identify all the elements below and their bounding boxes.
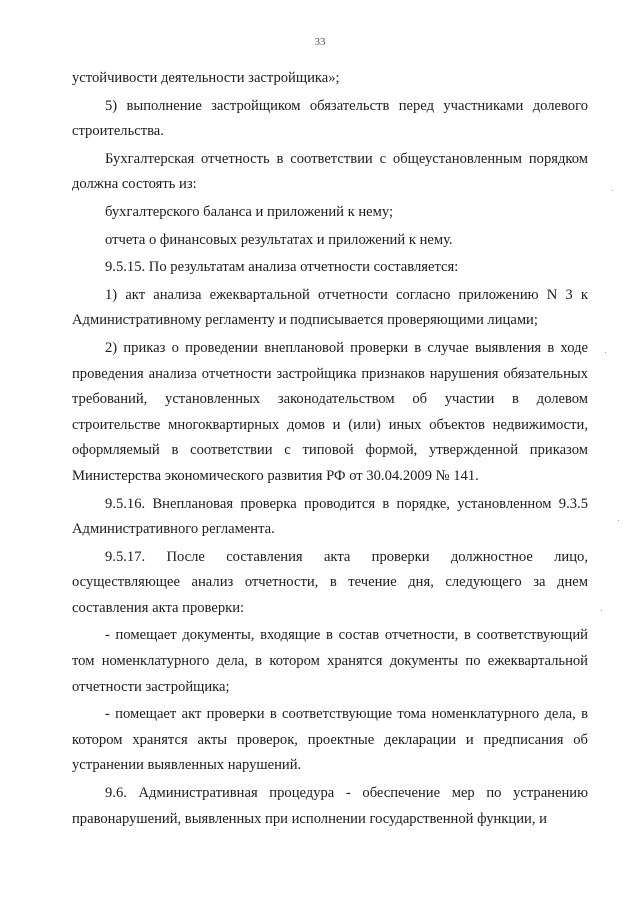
paragraph-accounting-statements: Бухгалтерская отчетность в соответствии с общеустановленным порядком должна состоять из: [72, 150, 588, 193]
paragraph-places-act: - помещает акт проверки в соответствующие тома номенклатурного дела, в котором хранятся акты проверок, проектные декларации и предписания об устранении выявленных нарушений. [72, 706, 588, 774]
scan-speckle [601, 610, 602, 611]
paragraph-9-6: 9.6. Административная процедура - обеспечение мер по устранению правонарушений, выявленных при исполнении государственной функции, и [72, 785, 588, 827]
paragraph-financial-results: отчета о финансовых результатах и приложений к нему. [105, 231, 453, 248]
paragraph-balance-sheet: бухгалтерского баланса и приложений к нему; [105, 203, 394, 220]
paragraph-continuation: устойчивости деятельности застройщика»; [72, 70, 340, 86]
paragraph-inspection-order: 2) приказ о проведении внеплановой проверки в случае выявления в ходе проведения анализа отчетности застройщика признаков нарушения обязательных требований, установленных законодательством об участии в долевом строительстве многоквартирных домов и (или) иных объектов недвижимости, оформляемый в соответствии с типовой формой, утвержденной приказом Министерства экономического развития РФ от 30.04.2009 № 141. [72, 339, 588, 484]
paragraph-places-documents: - помещает документы, входящие в состав отчетности, в соответствующий том номенклатурного дела, в котором хранятся документы по ежеквартальной отчетности застройщика; [72, 627, 588, 695]
paragraph-9-5-17: 9.5.17. После составления акта проверки должностное лицо, осуществляющее анализ отчетности, в течение дня, следующего за днем составления акта проверки: [72, 548, 588, 616]
paragraph-9-5-16: 9.5.16. Внеплановая проверка проводится в порядке, установленном 9.3.5 Административного регламента. [72, 495, 588, 538]
page-number: 33 [314, 36, 326, 48]
paragraph-act-of-analysis: 1) акт анализа ежеквартальной отчетности согласно приложению N 3 к Административному регламенту и подписывается проверяющими лицами; [72, 286, 588, 329]
scan-speckle [612, 190, 613, 191]
scan-speckle [618, 520, 619, 521]
scan-speckle [605, 352, 606, 353]
document-body [72, 66, 588, 832]
paragraph-9-5-15: 9.5.15. По результатам анализа отчетности составляется: [105, 259, 459, 276]
paragraph-item-5: 5) выполнение застройщиком обязательств перед участниками долевого строительства. [72, 97, 588, 140]
